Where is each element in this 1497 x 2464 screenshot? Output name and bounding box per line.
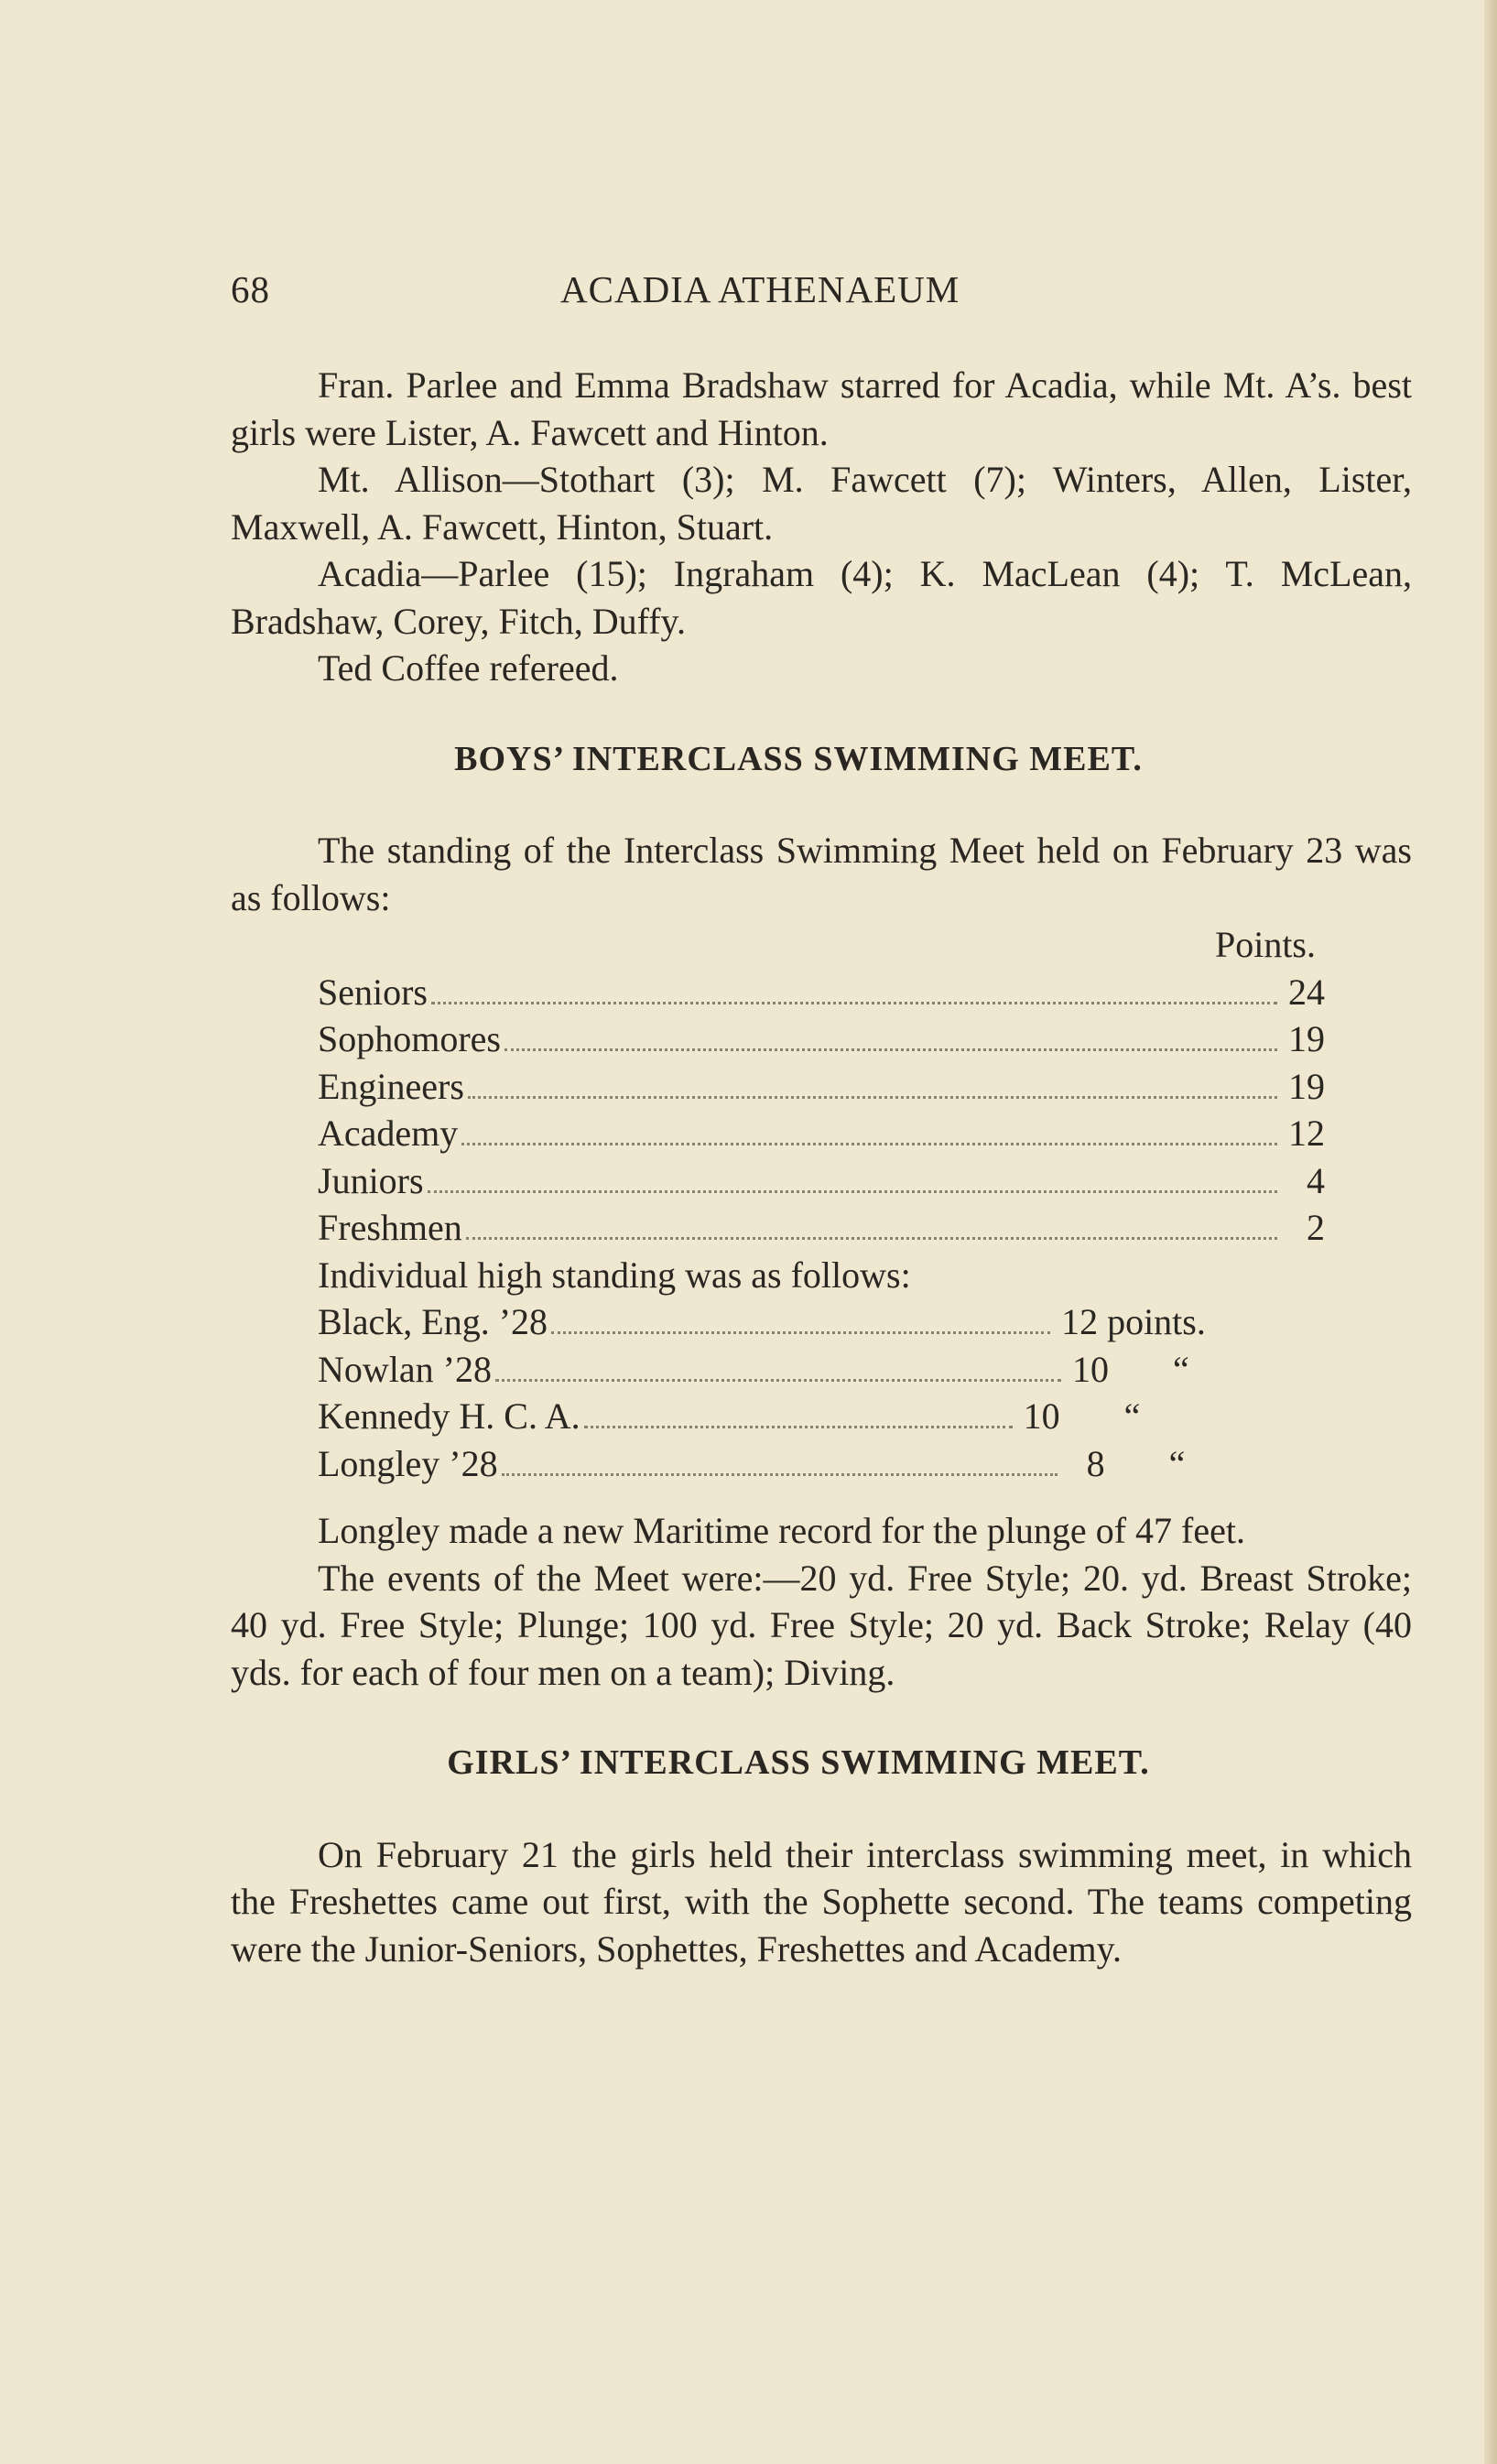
individual-standing-label: Individual high standing was as follows:: [318, 1254, 911, 1296]
class-name: Engineers: [318, 1065, 464, 1107]
swimmer-name: Nowlan ’28: [318, 1348, 492, 1390]
girls-body: On February 21 the girls held their interclass swimming meet, in which the Freshettes came out first, with the Sophette second. The teams competing were the Junior-Seniors, Sophettes, Freshettes and Academy.: [231, 1833, 1412, 1970]
individual-row: [318, 1298, 1380, 1346]
points-column-header: Points.: [1214, 924, 1316, 965]
individual-standings-table: [318, 1298, 1380, 1487]
dot-leader: [461, 1143, 1277, 1145]
swimmer-points: 10: [1071, 1348, 1109, 1390]
class-name: Sophomores: [318, 1018, 501, 1059]
class-points: 19: [1288, 1018, 1325, 1059]
boys-section-heading: BOYS’ INTERCLASS SWIMMING MEET.: [454, 739, 1143, 778]
class-points: 2: [1307, 1207, 1325, 1248]
dot-leader: [428, 1190, 1277, 1193]
swimmer-points: 8: [1086, 1442, 1105, 1484]
paragraph-acadia-lineup: Acadia—Parlee (15); Ingraham (4); K. MacLean (4); T. McLean, Bradshaw, Corey, Fitch, Duffy.: [231, 553, 1412, 642]
standing-row: [318, 969, 1325, 1016]
page-content: [231, 362, 1412, 1972]
class-points: 4: [1307, 1159, 1325, 1201]
individual-row: [318, 1440, 1380, 1488]
dot-leader: [431, 1002, 1277, 1004]
swimmer-name: Black, Eng. ’28: [318, 1301, 548, 1342]
dot-leader: [551, 1331, 1050, 1334]
paragraph-mt-allison-lineup: Mt. Allison—Stothart (3); M. Fawcett (7); Winters, Allen, Lister, Maxwell, A. Fawcett, Hinton, Stuart.: [231, 459, 1412, 548]
standings-table: [318, 921, 1325, 1252]
dot-leader: [584, 1426, 1013, 1428]
boys-intro: The standing of the Interclass Swimming Meet held on February 23 was as follows:: [231, 830, 1412, 918]
standing-row: [318, 1063, 1325, 1111]
standing-row: [318, 1157, 1325, 1205]
page-number: 68: [231, 268, 270, 310]
points-unit: points.: [1107, 1301, 1206, 1342]
class-points: 19: [1288, 1065, 1325, 1107]
class-name: Academy: [318, 1113, 459, 1154]
individual-row: [318, 1346, 1380, 1394]
girls-section-heading: GIRLS’ INTERCLASS SWIMMING MEET.: [447, 1743, 1150, 1782]
dot-leader: [466, 1237, 1277, 1240]
class-name: Juniors: [318, 1159, 424, 1201]
ditto-mark: “: [1168, 1442, 1186, 1484]
class-points: 12: [1288, 1113, 1325, 1154]
page-edge: [1484, 0, 1497, 2464]
ditto-mark: “: [1172, 1348, 1189, 1390]
paragraph-referee: Ted Coffee refereed.: [318, 647, 619, 689]
page-header: [231, 267, 1220, 322]
dot-leader: [468, 1096, 1277, 1099]
events-list: The events of the Meet were:—20 yd. Free Style; 20. yd. Breast Stroke; 40 yd. Free Style; Plunge; 100 yd. Free Style; 20 yd. Back Stroke; Relay (40 yds. for each of four men on a team); Diving.: [231, 1557, 1412, 1693]
dot-leader: [502, 1473, 1058, 1476]
swimmer-name: Kennedy H. C. A.: [318, 1395, 580, 1437]
paragraph-acadia-stars: Fran. Parlee and Emma Bradshaw starred for Acadia, while Mt. A’s. best girls were Lister, A. Fawcett and Hinton.: [231, 364, 1412, 453]
standing-row: [318, 1110, 1325, 1157]
swimmer-points: 10: [1023, 1395, 1060, 1437]
swimmer-name: Longley ’28: [318, 1442, 498, 1484]
class-points: 24: [1288, 971, 1325, 1013]
ditto-mark: “: [1123, 1395, 1141, 1437]
record-note: Longley made a new Maritime record for the plunge of 47 feet.: [318, 1510, 1245, 1551]
dot-leader: [504, 1048, 1277, 1051]
standing-row: [318, 1015, 1325, 1063]
swimmer-points: 12: [1061, 1301, 1099, 1342]
running-title: ACADIA ATHENAEUM: [560, 268, 960, 310]
class-name: Freshmen: [318, 1207, 462, 1248]
standing-row: [318, 1204, 1325, 1252]
class-name: Seniors: [318, 971, 428, 1013]
dot-leader: [495, 1379, 1061, 1382]
individual-row: [318, 1393, 1380, 1440]
